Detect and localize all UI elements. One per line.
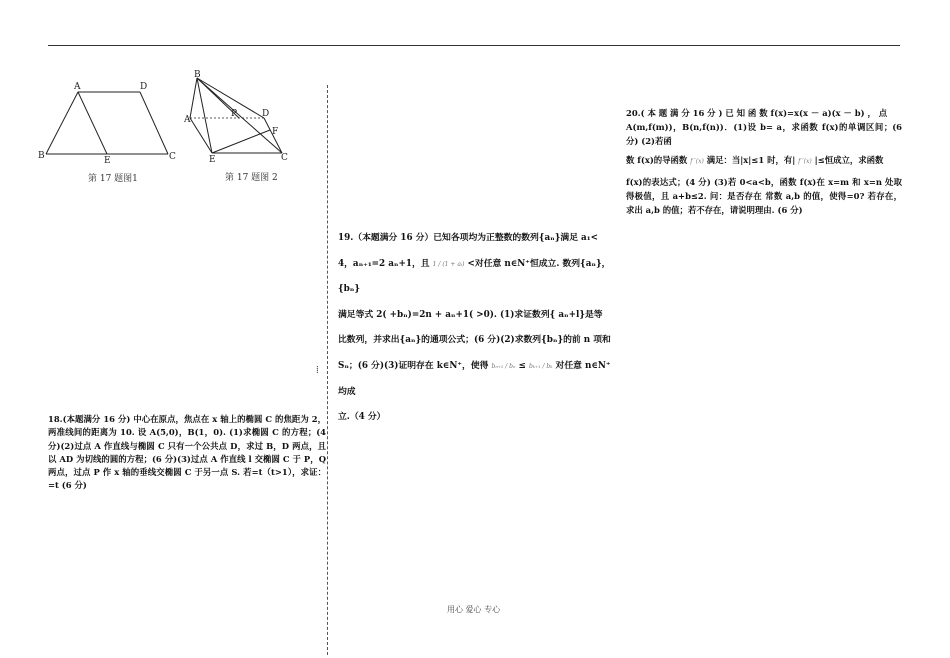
label-C: C xyxy=(169,152,176,162)
q18-text: 18.(本题满分 16 分) 中心在原点，焦点在 x 轴上的椭圆 C 的焦距为 2，两准线间的距离为 10. 设 A(5,0)，B(1，0). (1)求椭圆 C 的方程；(4 分)(2)过点 A 作直线与椭圆 C 只有一个公共点 D，求过 B，D 两点，且以 AD 为切线的圆的方程；(6 分)(3)过点 A 作直线 l 交椭圆 C 于 P，Q 两点，过点 P 作 x 轴的垂线交椭圆 C 于另一点 S. 若=t（t>1），求证：=t (6 分) xyxy=(48,414,326,491)
label-A: A xyxy=(74,82,81,92)
ratio-left: bₙ₊₁ / bₙ xyxy=(491,362,516,370)
q19-line5 xyxy=(338,354,613,405)
header-rule xyxy=(48,45,900,46)
column-divider xyxy=(327,85,328,655)
caption-fig2: 第 17 题图 2 xyxy=(225,173,278,183)
figure-17-1 xyxy=(36,78,186,168)
fprime-1: f ′(x) xyxy=(690,157,704,165)
sum-expression: 1 / (1 + aᵢ) xyxy=(432,260,465,268)
q20-line3 xyxy=(626,153,902,169)
q20-line2: A(m,f(m))，B(n,f(n))．(1)设 b= a，求函数 f(x)的单调区间；(6 分) (2)若函 xyxy=(626,122,902,147)
q20-line4: f(x)的表达式；(4 分) (3)若 0<a<b，函数 f(x)在 x=m 和 x=n 处取得极值，且 a+b≤2. 问：是否存在 常数 a,b 的值，使得=0? 若存在，求出 a,b 的值；若不存在，请说明理由. (6 分) xyxy=(626,176,902,216)
label-D2: D xyxy=(262,109,270,119)
label-P2: P xyxy=(231,109,238,119)
label-D: D xyxy=(140,82,148,92)
caption-fig1: 第 17 题图1 xyxy=(88,174,138,184)
q19-line6: 立.（4 分） xyxy=(338,412,386,423)
margin-mark: ⁞ xyxy=(316,365,319,376)
question-19 xyxy=(338,226,613,431)
label-A2: A xyxy=(184,115,191,125)
q19-line5b: ≤ xyxy=(518,360,526,371)
q20-line3c: |≤恒成立，求函数 xyxy=(814,154,884,165)
q20-line3b: 满足：当|x|≤1 时，有| xyxy=(706,154,796,165)
ratio-right: bₖ₊₁ / bₖ xyxy=(528,362,553,370)
q19-line1: 19.（本题满分 16 分）已知各项均为正整数的数列{aₙ}满足 a₁< xyxy=(338,233,598,243)
q19-line2 xyxy=(338,252,613,303)
q19-line4: 比数列，并求出{aₙ}的通项公式；(6 分)(2)求数列{bₙ}的前 n 项和 xyxy=(338,335,611,346)
label-B2: B xyxy=(194,70,201,80)
q20-line3a: 数 f(x)的导函数 xyxy=(626,154,688,165)
page-footer: 用心 爱心 专心 xyxy=(447,605,501,614)
q19-line3: 满足等式 2( +bₙ)=2n + aₙ+1( >0). (1)求证数列{ aₙ+l}是等 xyxy=(338,309,603,320)
question-20 xyxy=(626,106,902,217)
label-E2: E xyxy=(209,155,216,165)
q19-line2a: 4，aₙ₊₁=2 aₙ+1，且 xyxy=(338,258,430,269)
q19-line5c: 对任意 n∈N⁺均成 xyxy=(338,360,611,397)
question-18 xyxy=(48,413,326,493)
q19-line2b: <对任意 n∈N⁺恒成立. 数列{aₙ}，{bₙ} xyxy=(338,258,611,295)
label-F2: F xyxy=(272,127,279,137)
label-B: B xyxy=(38,151,45,161)
q19-line5a: Sₙ；(6 分)(3)证明存在 k∈N⁺，使得 xyxy=(338,360,489,371)
label-E: E xyxy=(104,156,111,166)
q20-line1: 20.( 本 题 满 分 16 分 ) 已 知 函 数 f(x)=x(x － a)(x － b) ， 点 xyxy=(626,108,888,118)
fprime-2: f ′(x) xyxy=(798,157,812,165)
label-C2: C xyxy=(281,153,288,163)
figure-17-2 xyxy=(184,68,294,168)
